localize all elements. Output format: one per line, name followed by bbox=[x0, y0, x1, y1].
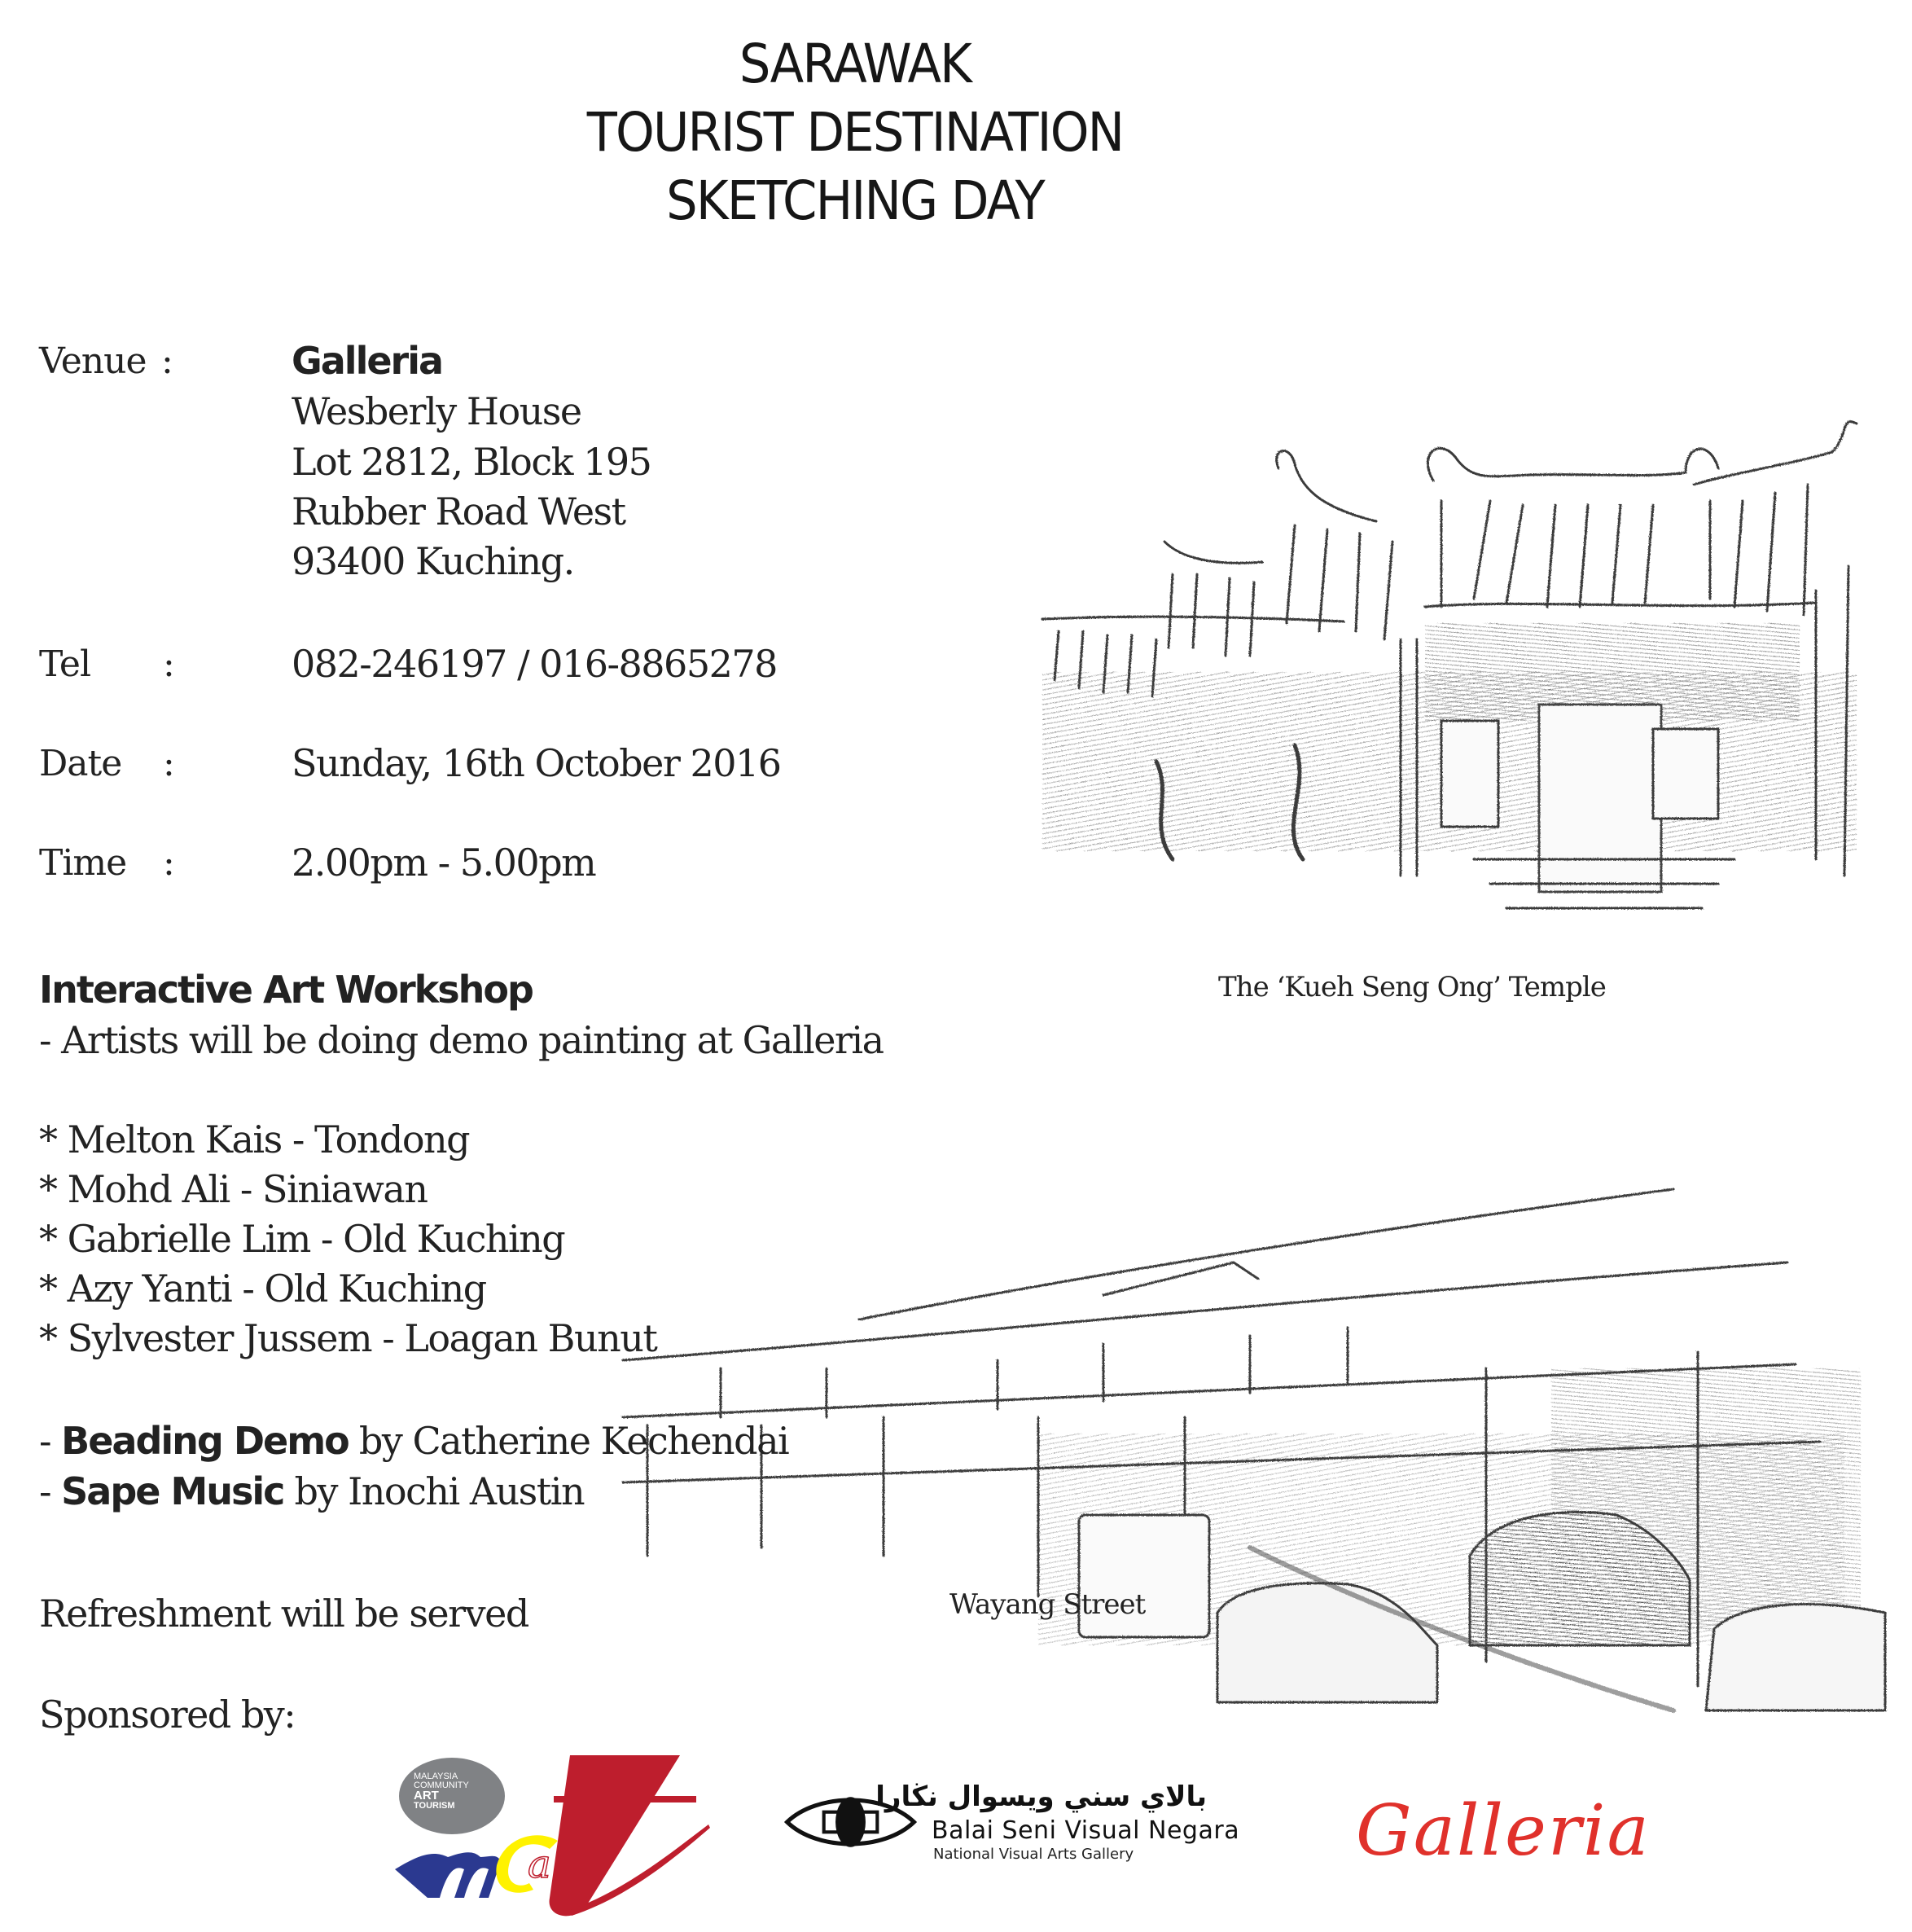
mcat-logo-icon bbox=[383, 1735, 725, 1922]
demo-title: Beading Demo bbox=[61, 1419, 349, 1463]
mcat-badge-line: COMMUNITY bbox=[414, 1781, 469, 1790]
mcat-badge-line: TOURISM bbox=[414, 1801, 455, 1811]
galleria-logo: Galleria bbox=[1356, 1790, 1651, 1872]
bsvn-logo bbox=[783, 1781, 1240, 1865]
venue-colon: : bbox=[161, 340, 173, 382]
time-label: Time bbox=[39, 842, 127, 884]
venue-name: Galleria bbox=[292, 339, 443, 383]
demo-title: Sape Music bbox=[61, 1469, 284, 1513]
demo-by: by Inochi Austin bbox=[283, 1469, 585, 1513]
temple-sketch bbox=[1034, 403, 1897, 912]
bsvn-name: Balai Seni Visual Negara bbox=[932, 1816, 1240, 1845]
tel-value: 082-246197 / 016-8865278 bbox=[292, 642, 777, 686]
demo-prefix: - bbox=[39, 1469, 62, 1513]
artist-item: * Mohd Ali - Siniawan bbox=[39, 1167, 428, 1211]
demo-prefix: - bbox=[39, 1419, 62, 1463]
mcat-badge-text bbox=[414, 1772, 469, 1811]
title-line-1: SARAWAK bbox=[739, 33, 971, 95]
mcat-badge-line: MALAYSIA bbox=[414, 1772, 458, 1781]
workshop-subtitle: - Artists will be doing demo painting at Galleria bbox=[39, 1018, 884, 1062]
demo-item-sape bbox=[39, 1469, 584, 1513]
refreshment-note: Refreshment will be served bbox=[39, 1592, 528, 1636]
artist-item: * Azy Yanti - Old Kuching bbox=[39, 1267, 486, 1311]
street-caption: Wayang Street bbox=[949, 1588, 1146, 1621]
date-label: Date bbox=[39, 743, 122, 784]
venue-label: Venue bbox=[39, 340, 147, 382]
temple-caption: The ‘Kueh Seng Ong’ Temple bbox=[1218, 971, 1606, 1003]
venue-address-line: Lot 2812, Block 195 bbox=[292, 440, 651, 484]
street-sketch bbox=[615, 1173, 1901, 1727]
mcat-logo bbox=[383, 1735, 725, 1922]
artist-item: * Sylvester Jussem - Loagan Bunut bbox=[39, 1316, 657, 1360]
time-value: 2.00pm - 5.00pm bbox=[292, 841, 596, 885]
artist-item: * Melton Kais - Tondong bbox=[39, 1117, 470, 1161]
date-value: Sunday, 16th October 2016 bbox=[292, 741, 781, 785]
bsvn-arabic-name: بالاي سني ويسوال نڬارا bbox=[875, 1781, 1207, 1813]
venue-address-line: 93400 Kuching. bbox=[292, 539, 574, 583]
time-colon: : bbox=[163, 842, 174, 884]
demo-item-beading bbox=[39, 1419, 788, 1463]
mcat-badge-line: ART bbox=[414, 1789, 439, 1802]
workshop-heading: Interactive Art Workshop bbox=[39, 968, 533, 1012]
venue-address-line: Rubber Road West bbox=[292, 490, 625, 533]
temple-drawing-icon bbox=[1034, 403, 1897, 912]
tel-colon: : bbox=[163, 643, 174, 685]
date-colon: : bbox=[163, 743, 174, 784]
title-line-2: TOURIST DESTINATION bbox=[586, 101, 1124, 164]
tel-label: Tel bbox=[39, 643, 91, 685]
sponsored-by-label: Sponsored by: bbox=[39, 1693, 296, 1737]
mcat-letter-a: a bbox=[528, 1842, 551, 1887]
venue-address-line: Wesberly House bbox=[292, 389, 581, 433]
artist-item: * Gabrielle Lim - Old Kuching bbox=[39, 1217, 565, 1261]
demo-by: by Catherine Kechendai bbox=[348, 1419, 789, 1463]
street-drawing-icon bbox=[615, 1173, 1901, 1727]
title-line-3: SKETCHING DAY bbox=[666, 169, 1044, 232]
bsvn-subtitle: National Visual Arts Gallery bbox=[933, 1846, 1134, 1863]
